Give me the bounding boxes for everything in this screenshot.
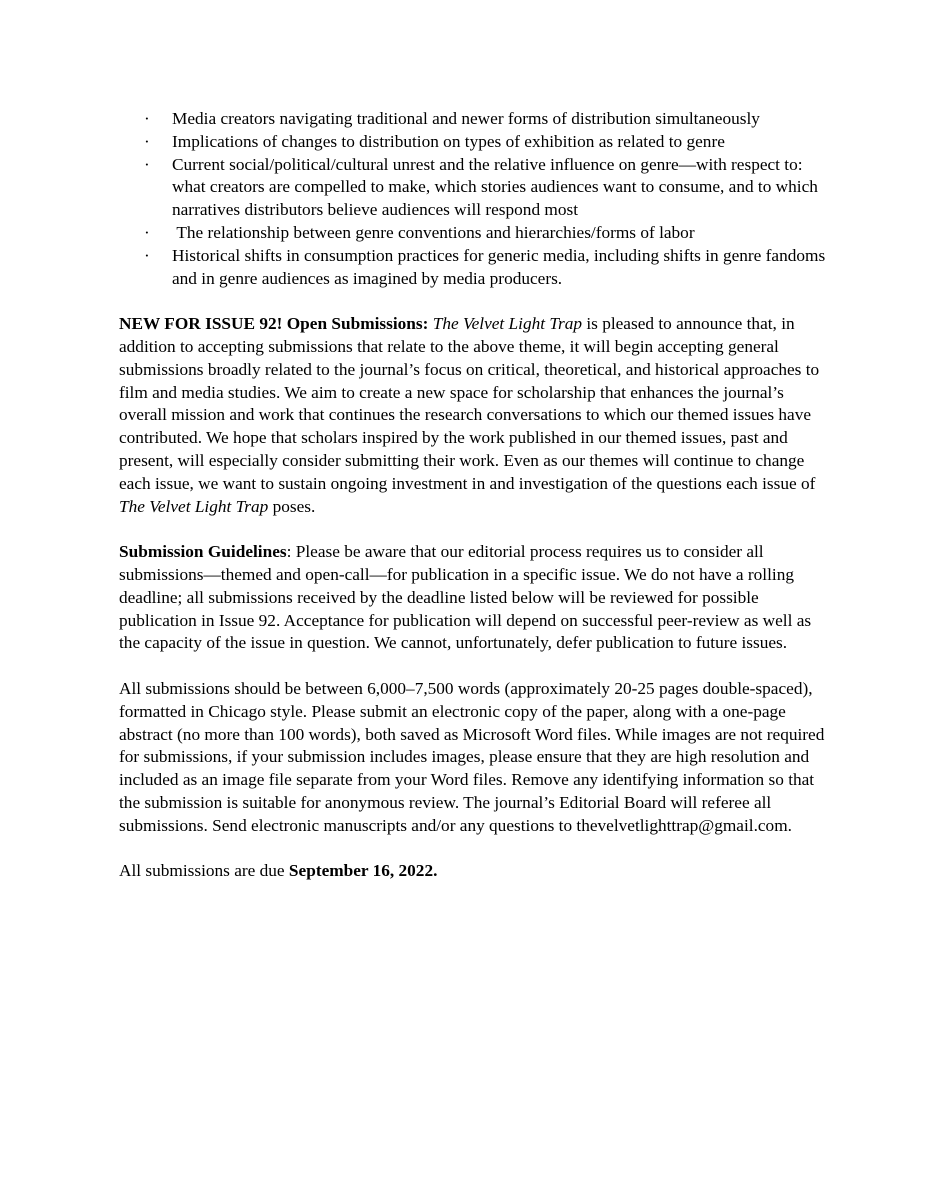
- open-submissions-text: is pleased to announce that, in addition to accepting submissions that relate to the above theme, it will begin accepting general submissions broadly related to the journal’s focus on critical, theoretical, and historical approaches to film and media studies. We aim to create a new space for scholarship that enhances the journal’s overall mission and work that continues the research conversations to which our themed issues have contributed. We hope that scholars inspired by the work published in our themed issues, past and present, will especially consider submitting their work. Even as our themes will continue to change each issue, we want to sustain ongoing investment in and investigation of the questions each issue of: [119, 314, 820, 493]
- deadline-paragraph: [119, 860, 829, 883]
- list-item: [119, 108, 829, 131]
- journal-title: The Velvet Light Trap: [432, 314, 583, 334]
- bullet-marker: ·: [144, 245, 150, 265]
- open-submissions-paragraph: [119, 313, 829, 518]
- bullet-marker: ·: [144, 109, 150, 128]
- bullet-marker: ·: [144, 131, 150, 151]
- guidelines-heading: Submission Guidelines: [119, 542, 287, 562]
- list-item: [119, 222, 829, 245]
- requirements-paragraph: All submissions should be between 6,000–7,500 words (approximately 20-25 pages double-spaced), formatted in Chicago style. Please submit an electronic copy of the paper, along with a one-page abstract (no more than 100 words), both saved as Microsoft Word files. While images are not required for submissions, if your submission includes images, please ensure that they are high resolution and included as an image file separate from your Word files. Remove any identifying information so that the submission is suitable for anonymous review. The journal’s Editorial Board will referee all submissions. Send electronic manuscripts and/or any questions to thevelvetlighttrap@gmail.com.: [119, 678, 825, 835]
- guidelines-paragraph: [119, 541, 829, 655]
- deadline-date: September 16, 2022.: [288, 861, 438, 881]
- list-item-text: The relationship between genre conventions and hierarchies/forms of labor: [172, 222, 695, 242]
- list-item: [119, 131, 829, 154]
- open-submissions-heading: NEW FOR ISSUE 92! Open Submissions:: [119, 314, 429, 334]
- bullet-marker: ·: [144, 222, 150, 242]
- list-item: [119, 154, 829, 222]
- document-body: [119, 108, 829, 883]
- list-item-text: Implications of changes to distribution on types of exhibition as related to genre: [172, 131, 725, 151]
- topic-list: [119, 108, 829, 290]
- list-item: [119, 245, 829, 291]
- list-item-text: Current social/political/cultural unrest and the relative influence on genre—with respect to: what creators are compelled to make, which stories audiences want to consume, and to which narratives distributors believe audiences will respond most: [172, 154, 818, 220]
- bullet-marker: ·: [144, 154, 150, 174]
- guidelines-text: : Please be aware that our editorial process requires us to consider all submissions—themed and open-call—for publication in a specific issue. We do not have a rolling deadline; all submissions received by the deadline listed below will be reviewed for possible publication in Issue 92. Acceptance for publication will depend on successful peer-review as well as the capacity of the issue in question. We cannot, unfortunately, defer publication to future issues.: [119, 542, 812, 653]
- open-submissions-text-end: poses.: [268, 496, 316, 516]
- list-item-text: Media creators navigating traditional and newer forms of distribution simultaneously: [172, 109, 760, 128]
- list-item-text: Historical shifts in consumption practices for generic media, including shifts in genre fandoms and in genre audiences as imagined by media producers.: [172, 245, 826, 288]
- journal-title: The Velvet Light Trap: [119, 496, 269, 516]
- deadline-text: All submissions are due: [119, 861, 289, 881]
